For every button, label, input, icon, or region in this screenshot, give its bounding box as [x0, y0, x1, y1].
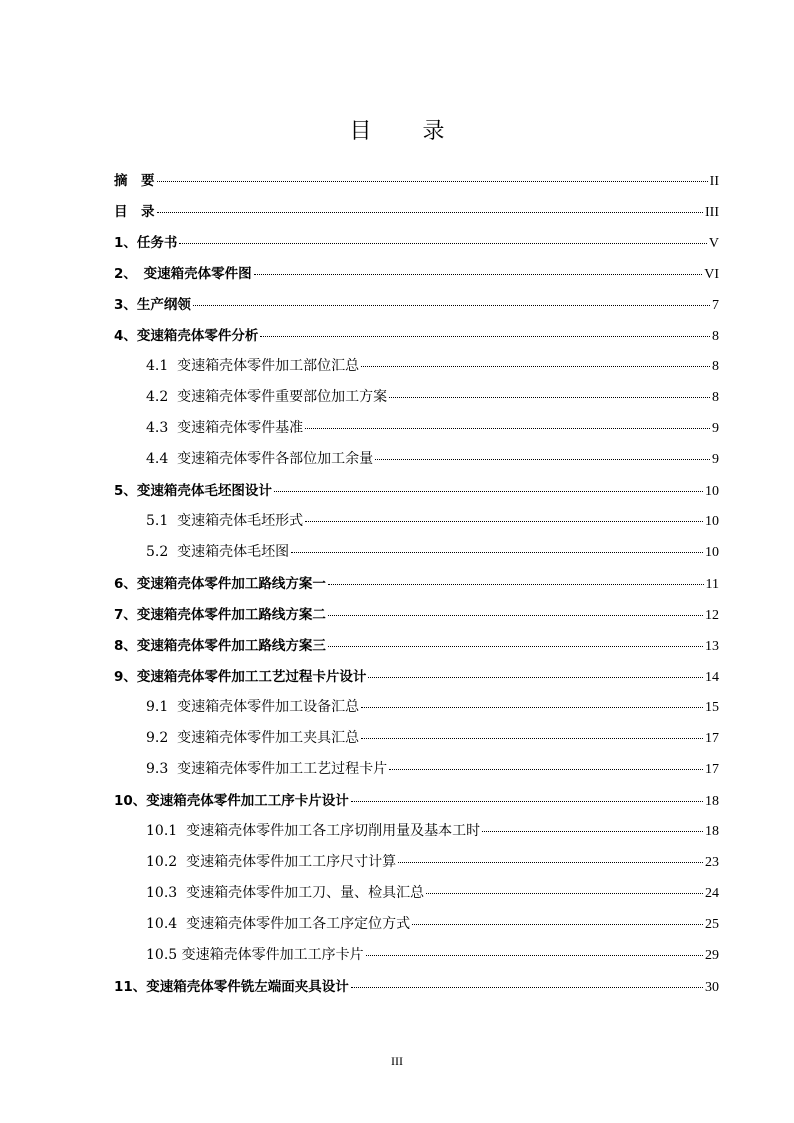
toc-entry-page: 10 — [705, 545, 719, 560]
toc-entry[interactable] — [114, 913, 719, 944]
toc-entry-page: 14 — [705, 670, 719, 685]
toc-leader-dots — [412, 924, 703, 925]
toc-entry-label: 4.3 变速箱壳体零件基准 — [146, 420, 304, 436]
table-of-contents — [114, 169, 719, 1006]
toc-entry-label: 9.3 变速箱壳体零件加工工艺过程卡片 — [146, 761, 388, 777]
toc-entry[interactable] — [114, 355, 719, 386]
toc-entry[interactable] — [114, 541, 719, 572]
toc-entry-label: 9.2 变速箱壳体零件加工夹具汇总 — [146, 730, 360, 746]
toc-entry[interactable] — [114, 510, 719, 541]
toc-entry-label: 2、 变速箱壳体零件图 — [114, 266, 252, 282]
toc-entry-page: 10 — [705, 514, 719, 529]
toc-entry[interactable] — [114, 665, 719, 696]
toc-entry-page: 8 — [712, 390, 719, 405]
toc-entry-label: 10.5 变速箱壳体零件加工工序卡片 — [146, 947, 364, 963]
toc-leader-dots — [351, 987, 703, 988]
toc-entry-page: 7 — [712, 298, 719, 313]
toc-entry-label: 10.4 变速箱壳体零件加工各工序定位方式 — [146, 916, 411, 932]
toc-entry-label: 8、变速箱壳体零件加工路线方案三 — [114, 638, 326, 654]
toc-entry-label: 5.1 变速箱壳体毛坯形式 — [146, 513, 304, 529]
toc-entry[interactable] — [114, 727, 719, 758]
toc-entry-label: 4、变速箱壳体零件分析 — [114, 328, 259, 344]
page-title: 目 录 — [349, 119, 467, 144]
toc-entry-label: 9.1 变速箱壳体零件加工设备汇总 — [146, 699, 360, 715]
toc-entry-page: 25 — [705, 917, 719, 932]
toc-leader-dots — [368, 677, 703, 678]
toc-entry-label: 10.1 变速箱壳体零件加工各工序切削用量及基本工时 — [146, 823, 481, 839]
toc-entry-label: 摘 要 — [114, 173, 155, 189]
toc-entry[interactable] — [114, 386, 719, 417]
toc-leader-dots — [157, 212, 704, 213]
toc-entry-label: 5、变速箱壳体毛坯图设计 — [114, 483, 272, 499]
toc-leader-dots — [291, 552, 703, 553]
toc-entry[interactable] — [114, 169, 719, 200]
toc-entry[interactable] — [114, 262, 719, 293]
toc-entry-page: 9 — [712, 452, 719, 467]
toc-entry-page: 17 — [705, 762, 719, 777]
toc-leader-dots — [260, 336, 710, 337]
toc-leader-dots — [361, 707, 703, 708]
toc-entry[interactable] — [114, 417, 719, 448]
toc-entry-label: 7、变速箱壳体零件加工路线方案二 — [114, 607, 326, 623]
toc-entry-label: 4.1 变速箱壳体零件加工部位汇总 — [146, 358, 360, 374]
toc-entry[interactable] — [114, 293, 719, 324]
toc-entry[interactable] — [114, 758, 719, 789]
toc-entry-label: 4.4 变速箱壳体零件各部位加工余量 — [146, 451, 374, 467]
toc-entry-page: 8 — [712, 359, 719, 374]
page-number: III — [391, 1054, 403, 1068]
toc-entry-page: 30 — [705, 980, 719, 995]
toc-entry[interactable] — [114, 324, 719, 355]
toc-leader-dots — [398, 862, 703, 863]
toc-entry-page: 17 — [705, 731, 719, 746]
toc-entry-page: 10 — [705, 484, 719, 499]
toc-leader-dots — [328, 584, 704, 585]
toc-leader-dots — [328, 646, 703, 647]
toc-leader-dots — [361, 366, 710, 367]
toc-entry[interactable] — [114, 479, 719, 510]
toc-entry-page: 15 — [705, 700, 719, 715]
toc-leader-dots — [274, 491, 703, 492]
toc-entry[interactable] — [114, 634, 719, 665]
toc-entry[interactable] — [114, 231, 719, 262]
toc-leader-dots — [375, 459, 710, 460]
toc-leader-dots — [328, 615, 703, 616]
toc-entry-label: 6、变速箱壳体零件加工路线方案一 — [114, 576, 326, 592]
toc-entry-label: 3、生产纲领 — [114, 297, 191, 313]
toc-leader-dots — [305, 428, 710, 429]
toc-entry-page: 23 — [705, 855, 719, 870]
toc-entry[interactable] — [114, 572, 719, 603]
toc-entry-page: 9 — [712, 421, 719, 436]
toc-entry[interactable] — [114, 944, 719, 975]
toc-leader-dots — [389, 397, 710, 398]
toc-entry-label: 5.2 变速箱壳体毛坯图 — [146, 544, 290, 560]
toc-entry-page: 11 — [705, 577, 719, 592]
toc-entry-label: 4.2 变速箱壳体零件重要部位加工方案 — [146, 389, 388, 405]
toc-leader-dots — [157, 181, 708, 182]
toc-leader-dots — [254, 274, 703, 275]
toc-leader-dots — [193, 305, 710, 306]
toc-entry[interactable] — [114, 882, 719, 913]
toc-entry-label: 目 录 — [114, 204, 155, 220]
toc-entry[interactable] — [114, 789, 719, 820]
toc-entry-label: 10、变速箱壳体零件加工工序卡片设计 — [114, 793, 349, 809]
toc-entry-label: 10.2 变速箱壳体零件加工工序尺寸计算 — [146, 854, 397, 870]
toc-entry-label: 10.3 变速箱壳体零件加工刀、量、检具汇总 — [146, 885, 425, 901]
toc-leader-dots — [361, 738, 703, 739]
toc-entry-page: III — [705, 205, 719, 220]
toc-entry-page: 24 — [705, 886, 719, 901]
toc-entry[interactable] — [114, 820, 719, 851]
toc-leader-dots — [305, 521, 703, 522]
toc-leader-dots — [179, 243, 706, 244]
toc-entry-label: 9、变速箱壳体零件加工工艺过程卡片设计 — [114, 669, 367, 685]
toc-entry-page: 12 — [705, 608, 719, 623]
toc-entry-page: 8 — [712, 329, 719, 344]
toc-leader-dots — [351, 801, 703, 802]
toc-entry[interactable] — [114, 851, 719, 882]
toc-entry[interactable] — [114, 200, 719, 231]
toc-entry-page: II — [709, 174, 719, 189]
toc-leader-dots — [366, 955, 703, 956]
toc-entry-page: VI — [704, 267, 719, 282]
toc-entry-label: 1、任务书 — [114, 235, 178, 251]
toc-leader-dots — [389, 769, 703, 770]
toc-entry[interactable] — [114, 975, 719, 1006]
toc-leader-dots — [426, 893, 703, 894]
toc-entry[interactable] — [114, 603, 719, 634]
toc-entry-page: 18 — [705, 824, 719, 839]
toc-entry-label: 11、变速箱壳体零件铣左端面夹具设计 — [114, 979, 349, 995]
toc-entry-page: 13 — [705, 639, 719, 654]
toc-entry[interactable] — [114, 448, 719, 479]
toc-entry-page: 29 — [705, 948, 719, 963]
toc-leader-dots — [482, 831, 703, 832]
toc-entry-page: 18 — [705, 794, 719, 809]
toc-entry[interactable] — [114, 696, 719, 727]
toc-entry-page: V — [708, 236, 719, 251]
